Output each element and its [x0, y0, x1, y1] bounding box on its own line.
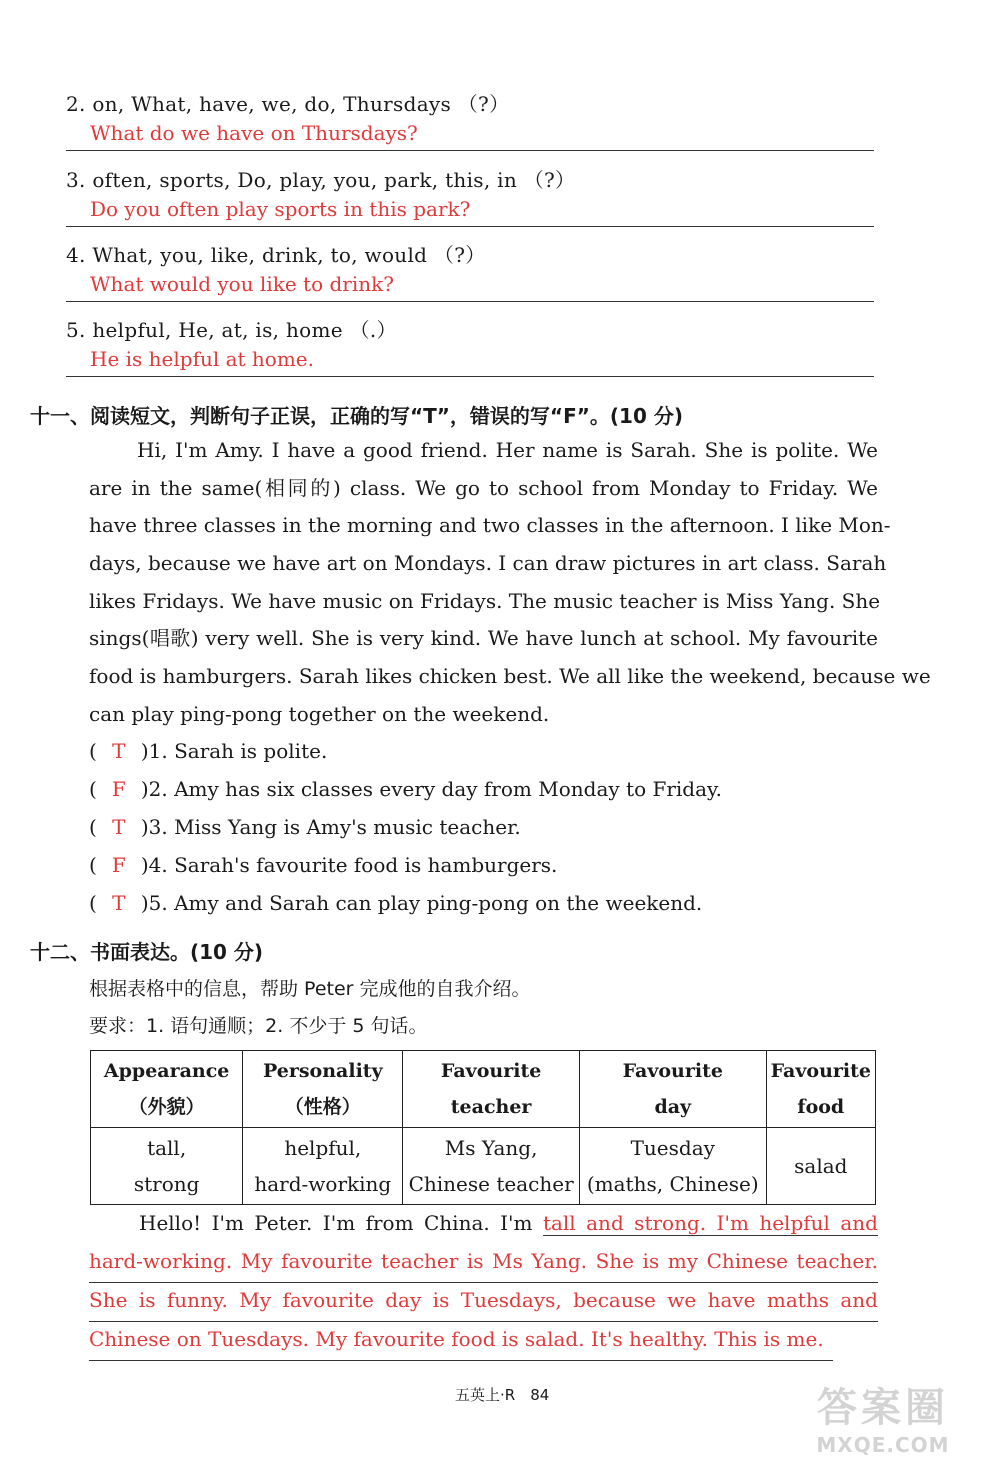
tf-answer-mark: T [112, 891, 126, 915]
true-false-item: ( F )4. Sarah's favourite food is hamburgers. [89, 850, 557, 880]
tf-answer-mark: T [112, 815, 126, 839]
info-table [90, 1050, 876, 1205]
tf-statement: 4. Sarah's favourite food is hamburgers. [148, 853, 558, 877]
table-header: Appearance （外貌） [91, 1051, 243, 1128]
passage-line: sings(唱歌) very well. She is very kind. We have lunch at school. My favourite [89, 626, 878, 651]
question-prompt: 5. helpful, He, at, is, home （.） [66, 318, 397, 342]
question-item [66, 90, 874, 151]
answer-line: What would you like to drink? [66, 269, 874, 302]
table-cell: tall, strong [91, 1128, 243, 1205]
table-cell: Tuesday (maths, Chinese) [579, 1128, 766, 1205]
table-header: Favourite food [766, 1051, 875, 1128]
writing-requirement: 要求：1. 语句通顺；2. 不少于 5 句话。 [89, 1015, 428, 1037]
table-header: Favourite teacher [403, 1051, 580, 1128]
tf-answer-mark: F [111, 777, 126, 801]
tf-answer-mark: T [112, 739, 126, 763]
writing-line: Chinese on Tuesdays. My favourite food is salad. It's healthy. This is me. [89, 1322, 833, 1361]
passage-line: can play ping-pong together on the weekend. [89, 701, 550, 726]
passage-line: food is hamburgers. Sarah likes chicken best. We all like the weekend, because we [89, 664, 931, 689]
answer-line: Do you often play sports in this park? [66, 194, 874, 227]
tf-statement: 5. Amy and Sarah can play ping-pong on the weekend. [148, 891, 703, 915]
question-item [66, 241, 874, 302]
watermark-logo-text: 答案圈 [817, 1385, 949, 1431]
table-cell: Ms Yang, Chinese teacher [403, 1128, 580, 1205]
answer-line: What do we have on Thursdays? [66, 118, 874, 151]
writing-given-text: Hello! I'm Peter. I'm from China. I'm [139, 1211, 543, 1235]
table-cell: helpful, hard-working [243, 1128, 403, 1205]
writing-answer-text: tall and strong. I'm helpful and [542, 1211, 878, 1235]
true-false-item: ( T )5. Amy and Sarah can play ping-pong on the weekend. [89, 888, 702, 918]
section-title: 十二、书面表达。(10 分) [30, 940, 264, 964]
writing-line [89, 1206, 878, 1244]
passage-line: days, because we have art on Mondays. I can draw pictures in art class. Sarah [89, 551, 887, 576]
watermark-domain: MXQE.COM [816, 1433, 950, 1457]
table-header: Favourite day [579, 1051, 766, 1128]
tf-answer-mark: F [111, 853, 126, 877]
table-row [91, 1128, 876, 1205]
question-item [66, 166, 874, 227]
tf-statement: 2. Amy has six classes every day from Monday to Friday. [148, 777, 723, 801]
writing-instruction: 根据表格中的信息，帮助 Peter 完成他的自我介绍。 [89, 978, 531, 1000]
passage-line: likes Fridays. We have music on Fridays. The music teacher is Miss Yang. She [89, 588, 881, 613]
site-watermark [788, 1376, 978, 1457]
passage-line: Hi, I'm Amy. I have a good friend. Her name is Sarah. She is polite. We [137, 438, 878, 462]
tf-statement: 1. Sarah is polite. [148, 739, 328, 763]
true-false-item: ( T )1. Sarah is polite. [89, 736, 327, 766]
section-title: 十一、阅读短文，判断句子正误，正确的写“T”，错误的写“F”。(10 分) [30, 404, 683, 428]
question-prompt: 4. What, you, like, drink, to, would （?） [66, 243, 486, 267]
writing-line: She is funny. My favourite day is Tuesdays, because we have maths and [89, 1283, 878, 1322]
writing-answer [89, 1206, 878, 1361]
question-item [66, 316, 874, 377]
true-false-item: ( T )3. Miss Yang is Amy's music teacher. [89, 812, 521, 842]
writing-line: hard-working. My favourite teacher is Ms Yang. She is my Chinese teacher. [89, 1244, 878, 1283]
answer-line: He is helpful at home. [66, 344, 874, 377]
table-cell: salad [766, 1128, 875, 1205]
table-header: Personality （性格） [243, 1051, 403, 1128]
table-header-row [91, 1051, 876, 1128]
tf-statement: 3. Miss Yang is Amy's music teacher. [148, 815, 521, 839]
passage-line: have three classes in the morning and two classes in the afternoon. I like Mon- [89, 513, 891, 538]
passage-line: are in the same(相同的) class. We go to school from Monday to Friday. We [89, 475, 878, 500]
question-prompt: 2. on, What, have, we, do, Thursdays （?） [66, 92, 510, 116]
true-false-item: ( F )2. Amy has six classes every day from Monday to Friday. [89, 774, 722, 804]
reading-passage [89, 432, 931, 734]
page-footer: 五英上·R 84 [455, 1386, 550, 1404]
question-prompt: 3. often, sports, Do, play, you, park, this, in （?） [66, 168, 576, 192]
